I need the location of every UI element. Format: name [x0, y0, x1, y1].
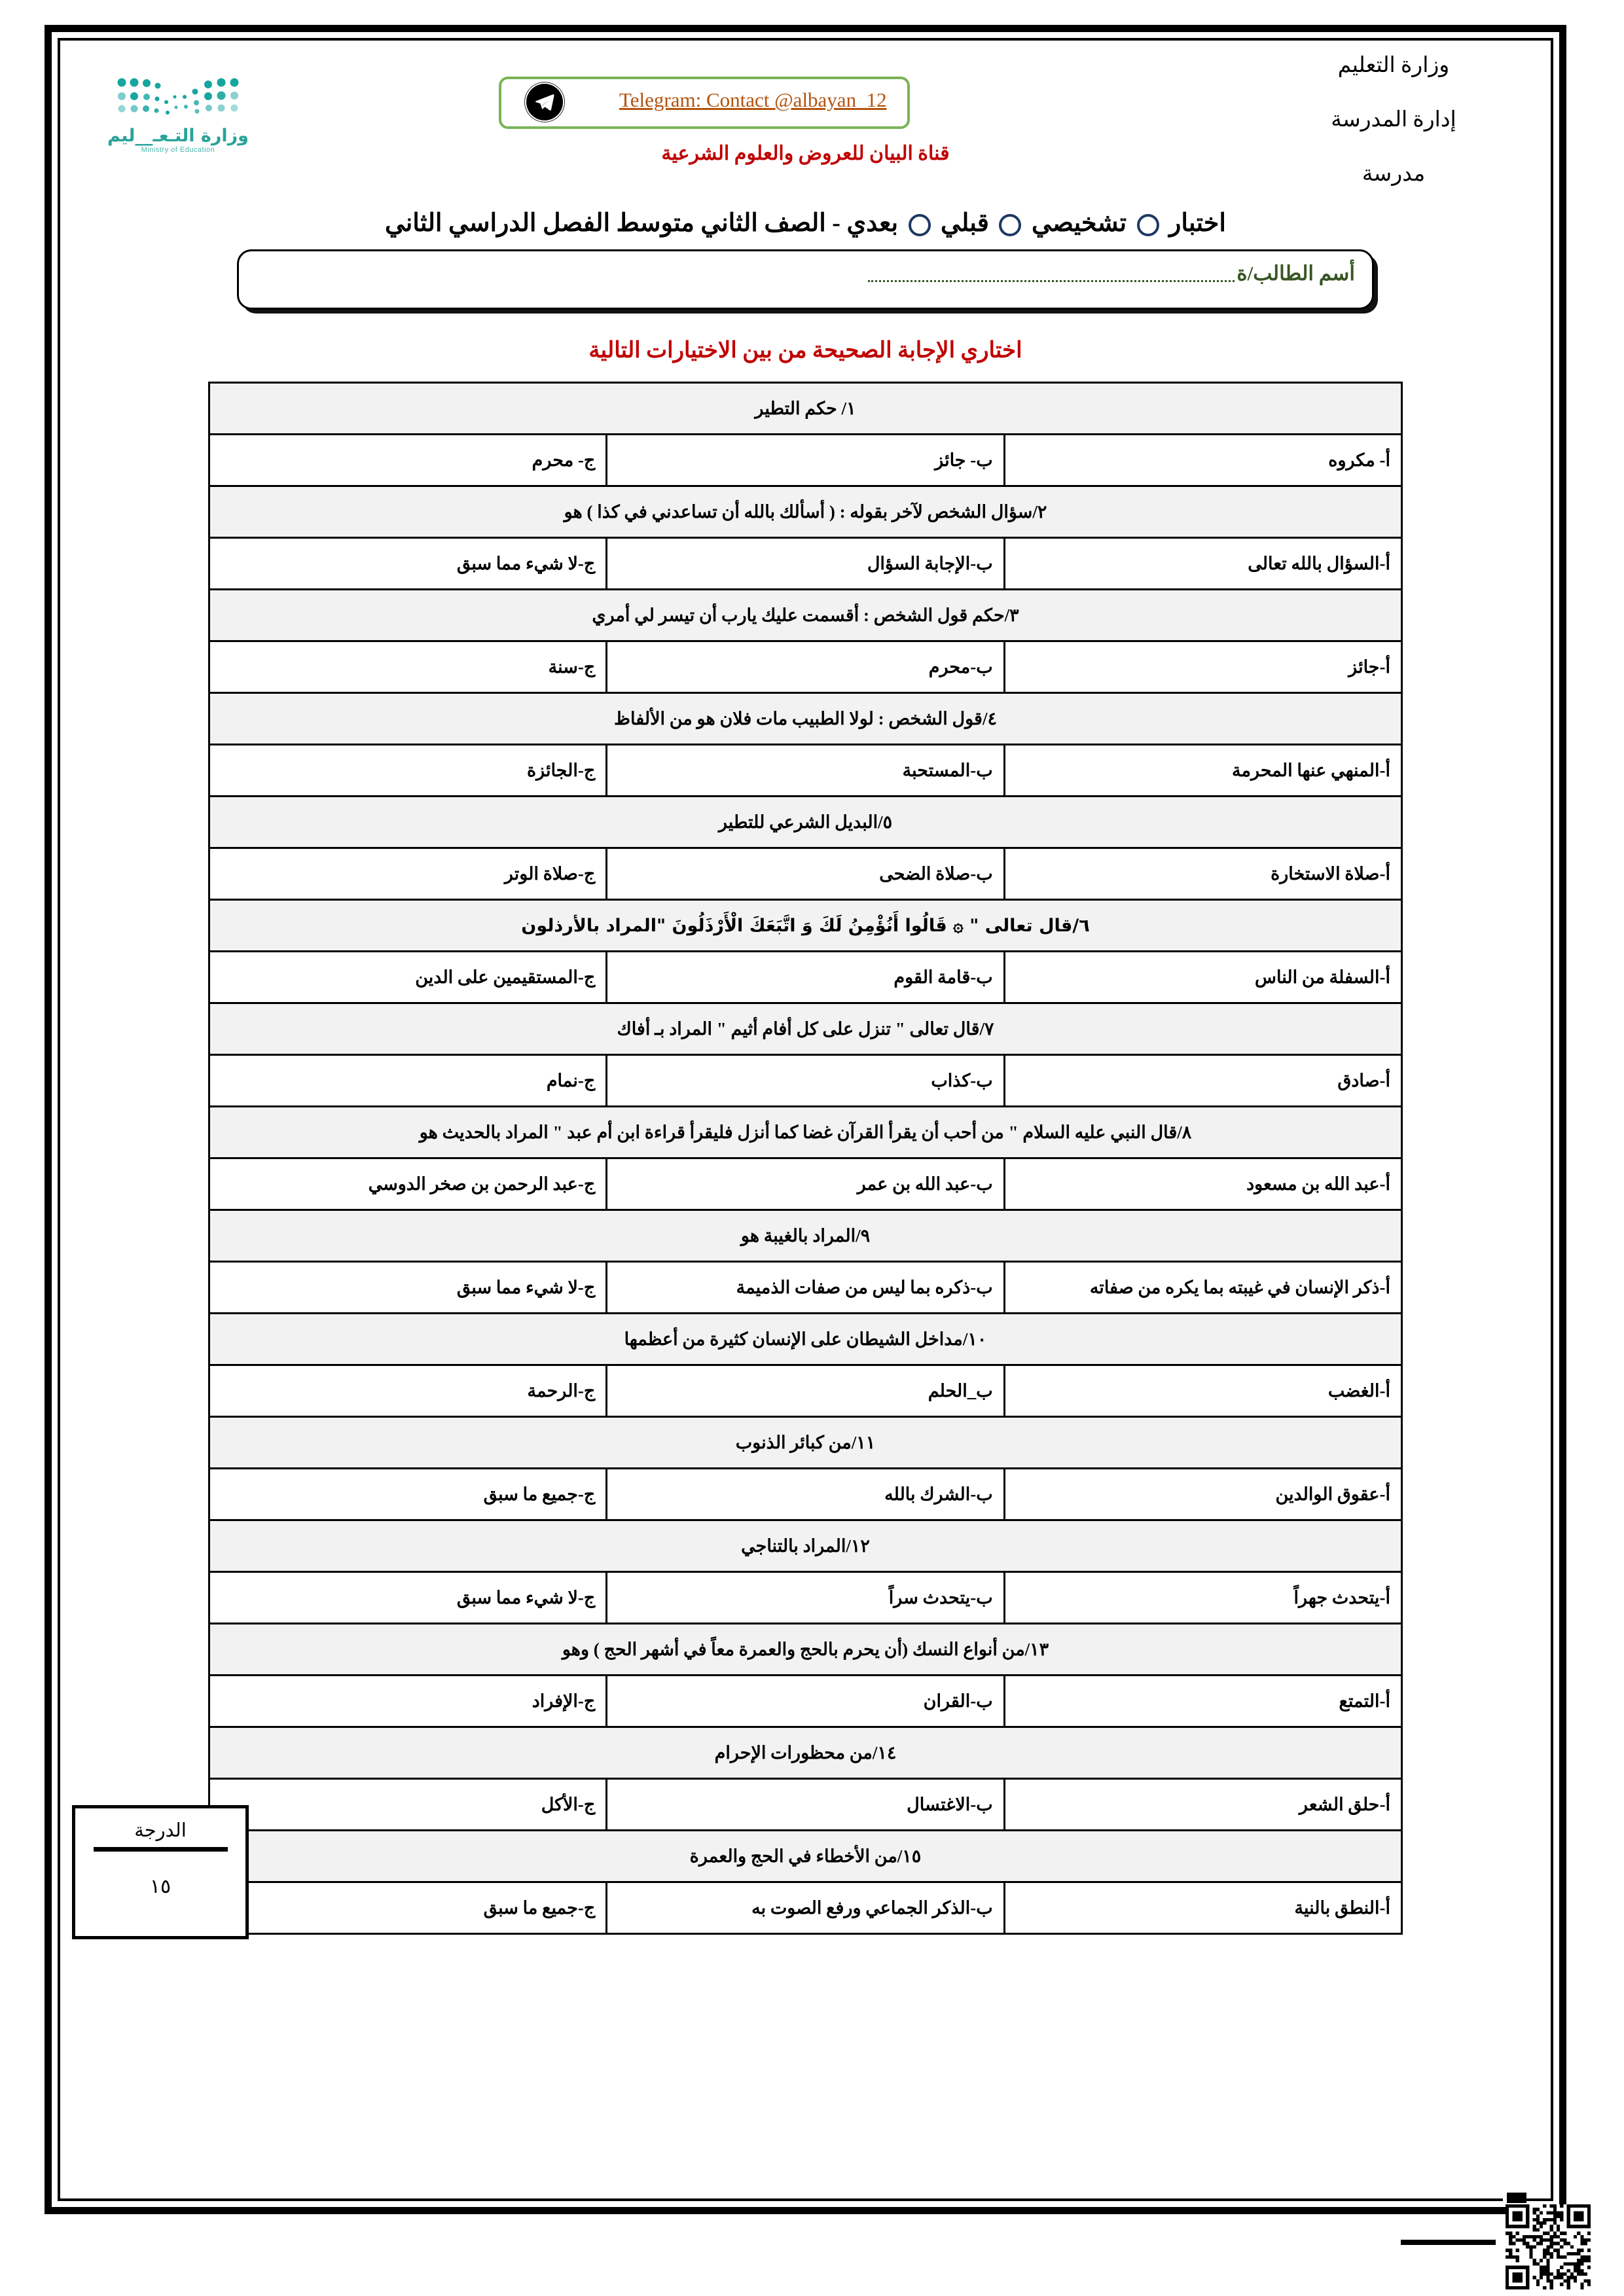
option-c[interactable]: ج-جميع ما سبق — [209, 1469, 607, 1520]
question-row — [209, 590, 1402, 641]
score-value: ١٥ — [149, 1876, 171, 1897]
question-text: ١٣/من أنواع النسك (أن يحرم بالحج والعمرة معاً في أشهر الحج ) وهو — [209, 1624, 1402, 1676]
option-c[interactable]: ج-لا شيء مما سبق — [209, 1572, 607, 1624]
option-c[interactable]: ج-الأكل — [209, 1779, 607, 1831]
question-text: ١٢/المراد بالتناجي — [209, 1520, 1402, 1572]
option-b[interactable]: ب-الذكر الجماعي ورفع الصوت به — [607, 1882, 1004, 1934]
options-row — [209, 1158, 1402, 1210]
question-text: ١٥/من الأخطاء في الحج والعمرة — [209, 1831, 1402, 1882]
score-divider — [94, 1847, 228, 1852]
options-row — [209, 848, 1402, 900]
question-row — [209, 486, 1402, 538]
school-administration-label: إدارة المدرسة — [1331, 108, 1456, 132]
channel-name: قناة البيان للعروض والعلوم الشرعية — [661, 143, 950, 164]
question-row — [209, 383, 1402, 435]
option-b[interactable]: ب-محرم — [607, 641, 1004, 693]
option-a[interactable]: أ-التمتع — [1004, 1676, 1401, 1727]
options-row — [209, 1779, 1402, 1831]
options-row — [209, 641, 1402, 693]
option-c[interactable]: ج- محرم — [209, 435, 607, 486]
option-a[interactable]: أ-المنهي عنها المحرمة — [1004, 745, 1401, 797]
options-row — [209, 435, 1402, 486]
option-c[interactable]: ج-عبد الرحمن بن صخر الدوسي — [209, 1158, 607, 1210]
exam-prefix-label: اختبار — [1169, 209, 1226, 237]
question-text: ٨/قال النبي عليه السلام " من أحب أن يقرأ القرآن غضا كما أنزل فليقرأ قراءة ابن أم عبد " المراد بالحديث هو — [209, 1107, 1402, 1158]
qr-side-bar — [1401, 2236, 1496, 2245]
question-text: ٢/سؤال الشخص لآخر بقوله : ( أسألك بالله أن تساعدني في كذا ) هو — [209, 486, 1402, 538]
question-text: ٣/حكم قول الشخص : أقسمت عليك يارب أن تيسر لي أمري — [209, 590, 1402, 641]
ministry-header-block — [1256, 55, 1531, 218]
question-row — [209, 1520, 1402, 1572]
option-b[interactable]: ب-عبد الله بن عمر — [607, 1158, 1004, 1210]
telegram-promo-box[interactable] — [499, 77, 910, 129]
option-c[interactable]: ج-سنة — [209, 641, 607, 693]
exam-grade-term-label: - الصف الثاني متوسط الفصل الدراسي الثاني — [385, 209, 840, 237]
option-a[interactable]: أ-النطق بالنية — [1004, 1882, 1401, 1934]
options-row — [209, 1365, 1402, 1417]
option-a[interactable]: أ-جائز — [1004, 641, 1401, 693]
option-a[interactable]: أ-عبد الله بن مسعود — [1004, 1158, 1401, 1210]
option-b[interactable]: ب-المستحبة — [607, 745, 1004, 797]
student-name-box[interactable] — [237, 249, 1374, 310]
page-content — [60, 41, 1551, 2198]
option-a[interactable]: أ-يتحدث جهراً — [1004, 1572, 1401, 1624]
exam-option-post: بعدي — [846, 209, 899, 237]
question-row — [209, 900, 1402, 952]
logo-english-wordmark: Ministry of Education — [141, 146, 215, 154]
exam-type-line — [80, 208, 1531, 242]
question-text: ٥/البديل الشرعي للتطير — [209, 797, 1402, 848]
option-a[interactable]: أ-حلق الشعر — [1004, 1779, 1401, 1831]
option-b[interactable]: ب-ذكره بما ليس من صفات الذميمة — [607, 1262, 1004, 1314]
option-a[interactable]: أ-صادق — [1004, 1055, 1401, 1107]
option-a[interactable]: أ-عقوق الوالدين — [1004, 1469, 1401, 1520]
question-row — [209, 1624, 1402, 1676]
document-header — [60, 41, 1551, 204]
option-b[interactable]: ب-الاغتسال — [607, 1779, 1004, 1831]
question-text: ١٤/من محظورات الإحرام — [209, 1727, 1402, 1779]
option-c[interactable]: ج-الجائزة — [209, 745, 607, 797]
options-row — [209, 952, 1402, 1003]
question-row — [209, 693, 1402, 745]
question-row — [209, 1727, 1402, 1779]
question-text: ١١/من كبائر الذنوب — [209, 1417, 1402, 1469]
option-c[interactable]: ج-لا شيء مما سبق — [209, 538, 607, 590]
qr-top-mark — [1503, 2193, 1526, 2203]
option-b[interactable]: ب- جائز — [607, 435, 1004, 486]
instruction-heading: اختاري الإجابة الصحيحة من بين الاختيارات التالية — [588, 338, 1022, 363]
question-row — [209, 1831, 1402, 1882]
question-row — [209, 1417, 1402, 1469]
question-text: ١٠/مداخل الشيطان على الإنسان كثيرة من أعظمها — [209, 1314, 1402, 1365]
option-b[interactable]: ب-الإجابة السؤال — [607, 538, 1004, 590]
option-c[interactable]: ج-المستقيمين على الدين — [209, 952, 607, 1003]
options-row — [209, 538, 1402, 590]
exam-option-diagnostic: تشخيصي — [1031, 209, 1127, 237]
question-row — [209, 1314, 1402, 1365]
student-name-label: أسم الطالب/ة — [1236, 262, 1355, 285]
radio-diagnostic[interactable] — [1137, 214, 1159, 236]
option-b[interactable]: ب-كذاب — [607, 1055, 1004, 1107]
options-row — [209, 1882, 1402, 1934]
option-a[interactable]: أ-السفلة من الناس — [1004, 952, 1401, 1003]
score-box — [72, 1805, 249, 1939]
option-c[interactable]: ج-نمام — [209, 1055, 607, 1107]
option-b[interactable]: ب-صلاة الضحى — [607, 848, 1004, 900]
option-b[interactable]: ب-قامة القوم — [607, 952, 1004, 1003]
option-a[interactable]: أ-الغضب — [1004, 1365, 1401, 1417]
option-a[interactable]: أ-ذكر الإنسان في غيبته بما يكره من صفاته — [1004, 1262, 1401, 1314]
ministry-label: وزارة التعليم — [1337, 54, 1450, 77]
options-row — [209, 1262, 1402, 1314]
logo-dot-pattern-icon — [113, 75, 244, 122]
options-row — [209, 745, 1402, 797]
options-row — [209, 1676, 1402, 1727]
score-label: الدرجة — [134, 1820, 187, 1841]
question-row — [209, 797, 1402, 848]
questions-table — [208, 382, 1403, 1935]
option-c[interactable]: ج-صلاة الوتر — [209, 848, 607, 900]
option-b[interactable]: ب-القران — [607, 1676, 1004, 1727]
question-text: ٤/قول الشخص : لولا الطبيب مات فلان هو من الألفاظ — [209, 693, 1402, 745]
question-row — [209, 1107, 1402, 1158]
question-row — [209, 1003, 1402, 1055]
option-c[interactable]: ج-لا شيء مما سبق — [209, 1262, 607, 1314]
options-row — [209, 1469, 1402, 1520]
qr-code-icon — [1506, 2204, 1591, 2289]
question-text: ٦/قال تعالى " ۞ قَالُوا أَنُؤْمِنُ لَكَ وَ اتَّبَعَكَ الْأَرْذَلُونَ "المراد بالأرذلون — [209, 900, 1402, 952]
option-c[interactable]: ج-الرحمة — [209, 1365, 607, 1417]
qr-code — [1506, 2204, 1591, 2289]
student-name-dotted-line[interactable] — [868, 280, 1235, 282]
question-text: ١/ حكم التطير — [209, 383, 1402, 435]
question-text: ٧/قال تعالى " تنزل على كل أفام أثيم " المراد بـ أفاك — [209, 1003, 1402, 1055]
telegram-icon — [526, 84, 563, 120]
options-row — [209, 1055, 1402, 1107]
question-row — [209, 1210, 1402, 1262]
logo-arabic-wordmark: وزارة التـعـ__ليم — [107, 126, 249, 146]
radio-post[interactable] — [909, 214, 931, 236]
option-b[interactable]: ب-الشرك بالله — [607, 1469, 1004, 1520]
question-text: ٩/المراد بالغيبة هو — [209, 1210, 1402, 1262]
telegram-link[interactable]: Telegram: Contact @albayan_12 — [619, 88, 887, 111]
option-c[interactable]: ج-جميع ما سبق — [209, 1882, 607, 1934]
school-label: مدرسة — [1362, 162, 1426, 186]
option-a[interactable]: أ-السؤال بالله تعالى — [1004, 538, 1401, 590]
questions-table-body — [209, 383, 1402, 1934]
options-row — [209, 1572, 1402, 1624]
radio-pre[interactable] — [999, 214, 1021, 236]
option-a[interactable]: أ- مكروه — [1004, 435, 1401, 486]
option-b[interactable]: ب-يتحدث سراً — [607, 1572, 1004, 1624]
option-b[interactable]: ب_الحلم — [607, 1365, 1004, 1417]
option-c[interactable]: ج-الإفراد — [209, 1676, 607, 1727]
option-a[interactable]: أ-صلاة الاستخارة — [1004, 848, 1401, 900]
exam-option-pre: قبلي — [941, 209, 989, 237]
